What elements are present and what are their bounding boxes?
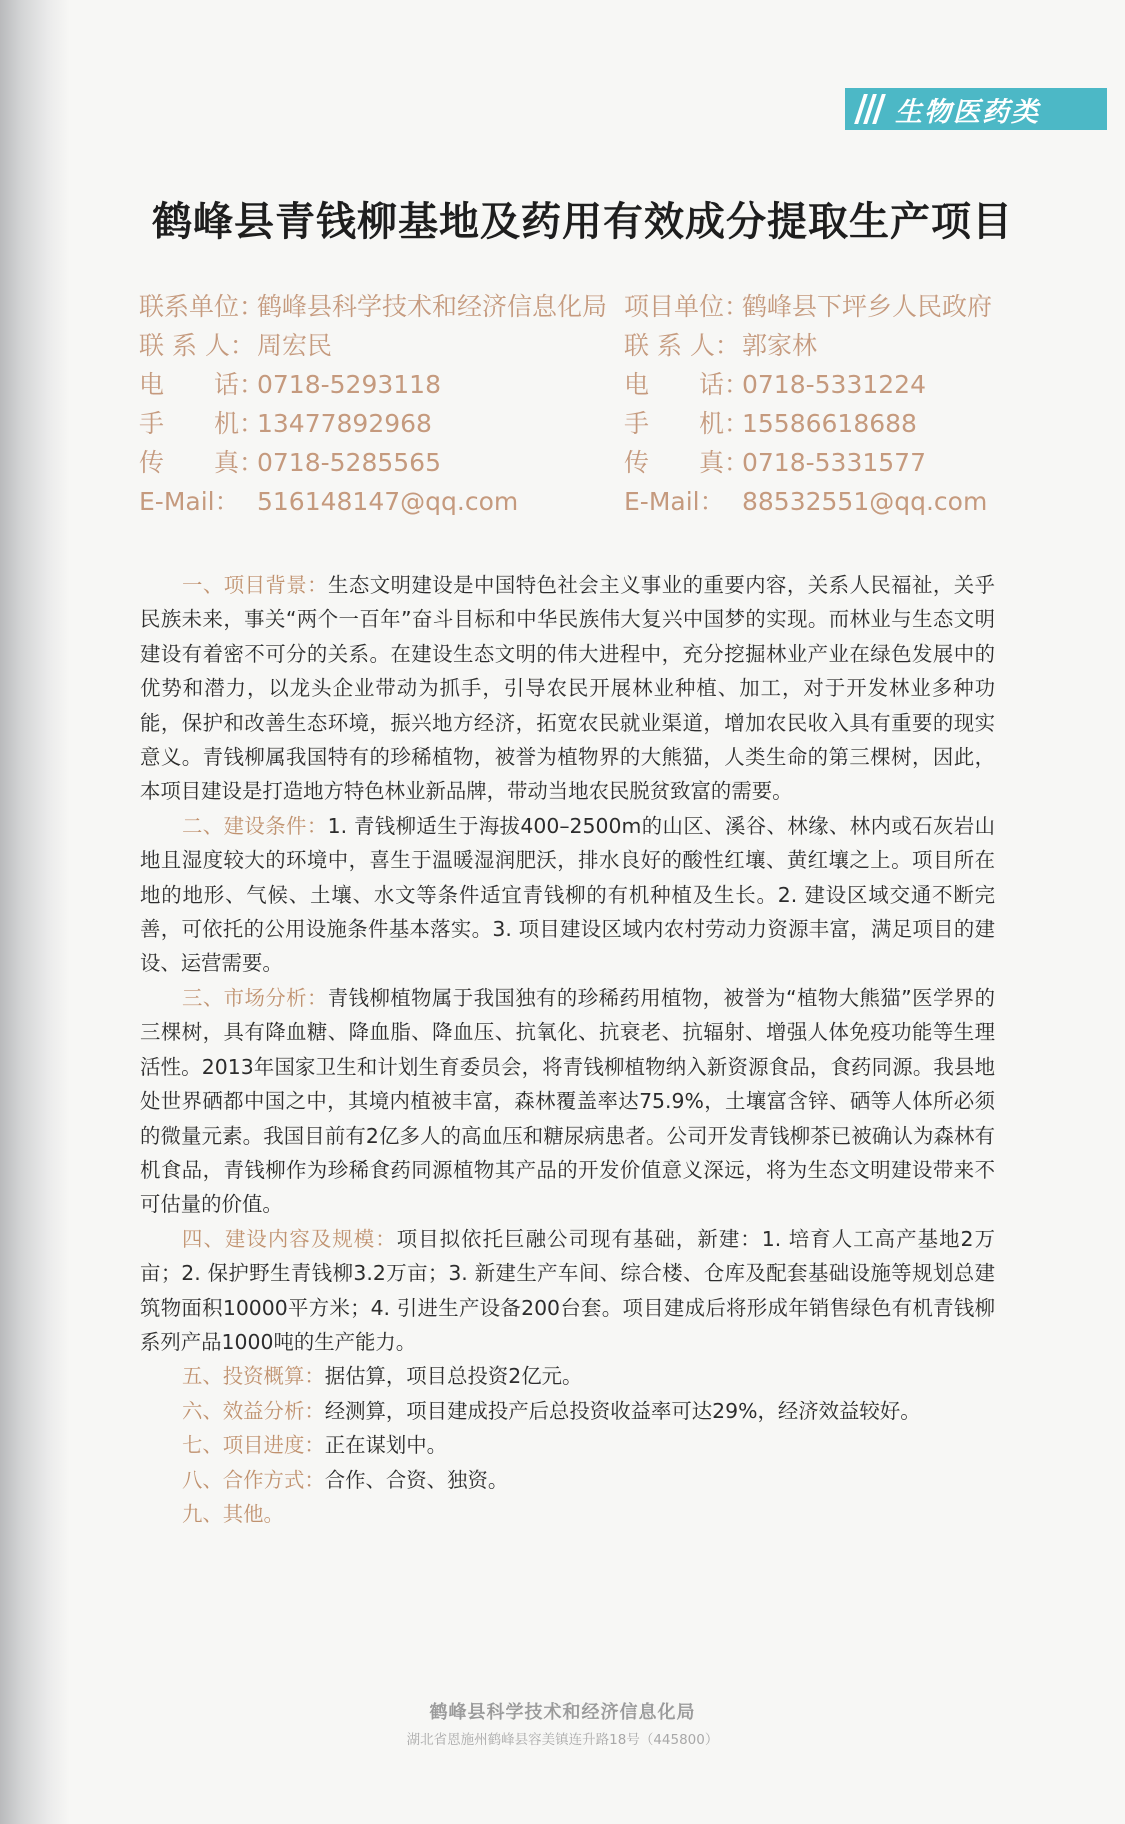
section-conditions	[140, 809, 995, 981]
contact-row	[624, 482, 992, 521]
page-title: 鹤峰县青钱柳基地及药用有效成分提取生产项目	[152, 199, 1013, 245]
contact-key: 项目单位：	[624, 292, 750, 321]
contact-row	[624, 365, 992, 404]
contact-row	[624, 404, 992, 443]
category-label: 生物医药类	[895, 96, 1040, 128]
contact-key: 电 话：	[139, 370, 265, 399]
section-heading: 一、项目背景：	[182, 573, 329, 597]
section-text: 正在谋划中。	[324, 1433, 448, 1458]
contact-value: 516148147@qq.com	[257, 487, 519, 516]
contact-value: 周宏民	[257, 331, 333, 360]
section-benefit	[140, 1394, 995, 1428]
contact-key: 传 真：	[139, 448, 265, 477]
contact-key: E-Mail：	[139, 487, 240, 516]
stripes-icon	[859, 94, 881, 124]
category-tag	[845, 88, 1107, 130]
contact-column-right	[624, 287, 992, 521]
contact-value: 15586618688	[742, 409, 917, 438]
section-market	[140, 981, 995, 1222]
footer-address: 湖北省恩施州鹤峰县容美镇连升路18号（445800）	[406, 1732, 719, 1748]
contact-value: 鹤峰县下坪乡人民政府	[742, 292, 993, 321]
contact-row	[139, 326, 607, 365]
section-heading: 六、效益分析：	[182, 1398, 325, 1423]
section-text: 据估算，项目总投资2亿元。	[324, 1364, 583, 1389]
contact-info	[139, 287, 1085, 527]
contact-row	[139, 482, 607, 521]
contact-row	[139, 404, 607, 443]
section-heading: 二、建设条件：	[182, 813, 328, 838]
section-text: 1. 青钱柳适生于海拔400–2500m的山区、溪谷、林缘、林内或石灰岩山地且湿度较大的环境中，喜生于温暖湿润肥沃，排水良好的酸性红壤、黄红壤之上。项目所在地的地形、气候、土壤、水文等条件适宜青钱柳的有机种植及生长。2. 建设区域交通不断完善，可依托的公用设施条件基本落实。3. 项目建设区域内农村劳动力资源丰富，满足项目的建设、运营需要。	[140, 813, 995, 976]
page-footer	[0, 1698, 1125, 1748]
contact-value: 鹤峰县科学技术和经济信息化局	[257, 292, 608, 321]
contact-row	[624, 287, 992, 326]
contact-key: 手 机：	[139, 409, 265, 438]
section-text: 项目拟依托巨融公司现有基础，新建：1. 培育人工高产基地2万亩；2. 保护野生青钱柳3.2万亩；3. 新建生产车间、综合楼、仓库及配套基础设施等规划总建筑物面积10000平方米；4. 引进生产设备200台套。项目建成后将形成年销售绿色有机青钱柳系列产品1000吨的生产能力。	[140, 1226, 995, 1354]
contact-value: 88532551@qq.com	[742, 487, 988, 516]
section-text: 生态文明建设是中国特色社会主义事业的重要内容，关系人民福祉，关乎民族未来，事关“两个一百年”奋斗目标和中华民族伟大复兴中国梦的实现。而林业与生态文明建设有着密不可分的关系。在建设生态文明的伟大进程中，充分挖掘林业产业在绿色发展中的优势和潜力，以龙头企业带动为抓手，引导农民开展林业种植、加工，对于开发林业多种功能，保护和改善生态环境，振兴地方经济，拓宽农民就业渠道，增加农民收入具有重要的现实意义。青钱柳属我国特有的珍稀植物，被誉为植物界的大熊猫，人类生命的第三棵树，因此，本项目建设是打造地方特色林业新品牌，带动当地农民脱贫致富的需要。	[140, 573, 996, 804]
contact-key: E-Mail：	[624, 487, 725, 516]
contact-key: 联系单位：	[139, 292, 265, 321]
contact-key: 联 系 人：	[624, 331, 740, 360]
contact-row	[624, 443, 992, 482]
section-heading: 四、建设内容及规模：	[182, 1226, 397, 1251]
contact-value: 0718-5331577	[742, 448, 926, 477]
section-scope	[140, 1222, 995, 1360]
section-text: 经测算，项目建成投产后总投资收益率可达29%，经济效益较好。	[324, 1398, 921, 1423]
contact-row	[139, 287, 607, 326]
contact-value: 0718-5331224	[742, 370, 926, 399]
section-cooperation	[140, 1463, 995, 1497]
page-binding-shadow	[0, 0, 70, 1824]
section-heading: 八、合作方式：	[182, 1467, 325, 1492]
section-heading: 五、投资概算：	[182, 1364, 325, 1389]
contact-key: 电 话：	[624, 370, 750, 399]
contact-row	[139, 443, 607, 482]
contact-value: 0718-5293118	[257, 370, 441, 399]
contact-value: 13477892968	[257, 409, 432, 438]
section-heading: 九、其他。	[182, 1501, 284, 1526]
body-text	[140, 568, 995, 1531]
contact-column-left	[139, 287, 607, 521]
section-text: 青钱柳植物属于我国独有的珍稀药用植物，被誉为“植物大熊猫”医学界的三棵树，具有降血糖、降血脂、降血压、抗氧化、抗衰老、抗辐射、增强人体免疫功能等生理活性。2013年国家卫生和计划生育委员会，将青钱柳植物纳入新资源食品，食药同源。我县地处世界硒都中国之中，其境内植被丰富，森林覆盖率达75.9%，土壤富含锌、硒等人体所必须的微量元素。我国目前有2亿多人的高血压和糖尿病患者。公司开发青钱柳茶已被确认为森林有机食品，青钱柳作为珍稀食药同源植物其产品的开发价值意义深远，将为生态文明建设带来不可估量的价值。	[140, 985, 996, 1217]
contact-key: 传 真：	[624, 448, 750, 477]
section-investment	[140, 1359, 995, 1393]
contact-row	[624, 326, 992, 365]
section-heading: 三、市场分析：	[182, 985, 328, 1010]
section-text: 合作、合资、独资。	[324, 1467, 509, 1492]
section-other	[140, 1497, 995, 1531]
contact-key: 联 系 人：	[139, 331, 255, 360]
section-background	[140, 568, 995, 809]
section-heading: 七、项目进度：	[182, 1433, 325, 1458]
contact-row	[139, 365, 607, 404]
contact-key: 手 机：	[624, 409, 750, 438]
footer-organization: 鹤峰县科学技术和经济信息化局	[429, 1702, 696, 1723]
contact-value: 0718-5285565	[257, 448, 441, 477]
contact-value: 郭家林	[742, 331, 818, 360]
section-progress	[140, 1428, 995, 1462]
